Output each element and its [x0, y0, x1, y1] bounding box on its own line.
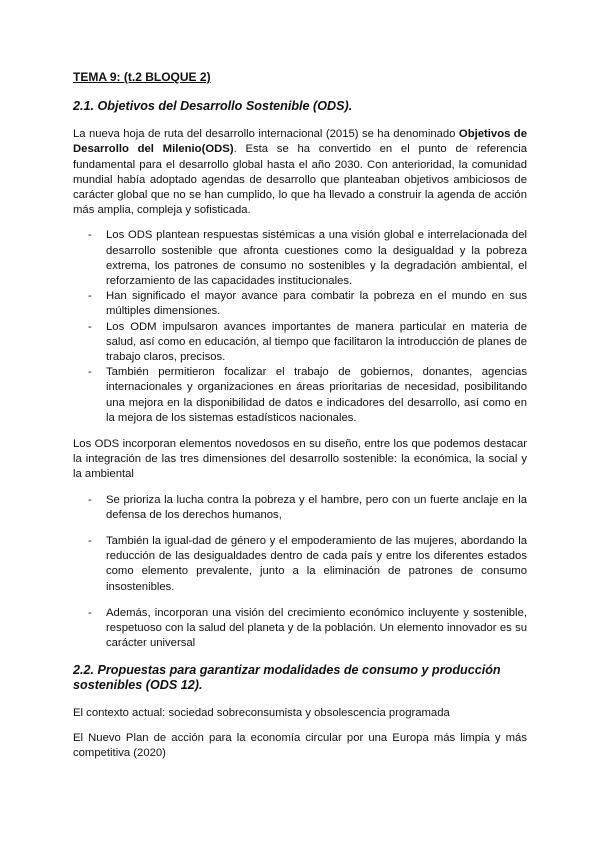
- list-item: [73, 289, 527, 319]
- list-item: [73, 365, 527, 426]
- list-item-text: Además, incorporan una visión del crecimiento económico incluyente y sostenible, respetuoso con la salud del planeta y de la población. Un elemento innovador es su carácter universal: [106, 606, 527, 650]
- intro-text-end: . Esta se ha convertido en el punto de referencia fundamental para el desarrollo global hasta el año 2030. Con anterioridad, la comunidad mundial había adoptado agendas de desarrollo que planteaban objetivos ambiciosos de carácter global que no se han cumplido, lo que ha llevado a construir la agenda de acción más amplia, compleja y sofisticada.: [73, 143, 527, 217]
- bullet-dash: -: [88, 229, 92, 242]
- bullet-dash: -: [88, 366, 92, 379]
- intro-text-start: La nueva hoja de ruta del desarrollo internacional (2015) se ha denominado: [73, 128, 459, 141]
- list-item: [73, 320, 527, 366]
- intro-bold-term: Objetivos de Desarrollo del Milenio(ODS): [73, 128, 527, 156]
- plan-paragraph: El Nuevo Plan de acción para la economía circular por una Europa más limpia y más competitiva (2020): [73, 731, 527, 759]
- list-item: [73, 534, 527, 595]
- bullet-dash: -: [88, 535, 92, 548]
- bullet-dash: -: [88, 290, 92, 303]
- list-item: [73, 493, 527, 523]
- page-content: [73, 70, 527, 771]
- list-item: [73, 606, 527, 652]
- ods-bullet-list: [73, 228, 527, 426]
- context-paragraph: El contexto actual: sociedad sobreconsumista y obsolescencia programada: [73, 706, 450, 719]
- list-item-text: También permitieron focalizar el trabajo de gobiernos, donantes, agencias internacionales y organizaciones en áreas prioritarias de necesidad, posibilitando una mejora en la disponibilidad de datos e indicadores del desarrollo, así como en la mejora de los sistemas estadísticos nacionales.: [106, 366, 527, 424]
- bullet-dash: -: [88, 320, 92, 333]
- section-title-consumption: 2.2. Propuestas para garantizar modalidades de consumo y producción sostenibles (ODS 12).: [73, 662, 501, 692]
- bullet-dash: -: [88, 606, 92, 619]
- list-item-text: Los ODS plantean respuestas sistémicas a una visión global e interrelacionada del desarrollo sostenible que afronta cuestiones como la desigualdad y la pobreza extrema, los patrones de consumo no sostenibles y la degradación ambiental, el reforzamiento de las capacidades institucionales.: [106, 229, 527, 288]
- topic-heading: TEMA 9: (t.2 BLOQUE 2): [73, 70, 211, 84]
- list-item-text: Se prioriza la lucha contra la pobreza y el hambre, pero con un fuerte anclaje en la defensa de los derechos humanos,: [106, 493, 527, 521]
- dimensions-bullet-list: [73, 493, 527, 652]
- section-title-ods: 2.1. Objetivos del Desarrollo Sostenible (ODS).: [73, 99, 353, 114]
- list-item-text: Los ODM impulsaron avances importantes de manera particular en materia de salud, así como en educación, al tiempo que facilitaron la introducción de planes de trabajo claros, precisos.: [106, 320, 527, 364]
- list-item-text: También la igual-dad de género y el empoderamiento de las mujeres, abordando la reducción de las desigualdades dentro de cada país y entre los diferentes estados como elemento prevalente, junto a la eliminación de patrones de consumo insostenibles.: [106, 535, 527, 593]
- bullet-dash: -: [88, 493, 92, 506]
- intro-paragraph: [73, 127, 527, 218]
- novelties-paragraph: Los ODS incorporan elementos novedosos en su diseño, entre los que podemos destacar la integración de las tres dimensiones del desarrollo sostenible: la económica, la social y la ambiental: [73, 438, 527, 481]
- list-item: [73, 228, 527, 289]
- list-item-text: Han significado el mayor avance para combatir la pobreza en el mundo en sus múltiples dimensiones.: [106, 290, 527, 318]
